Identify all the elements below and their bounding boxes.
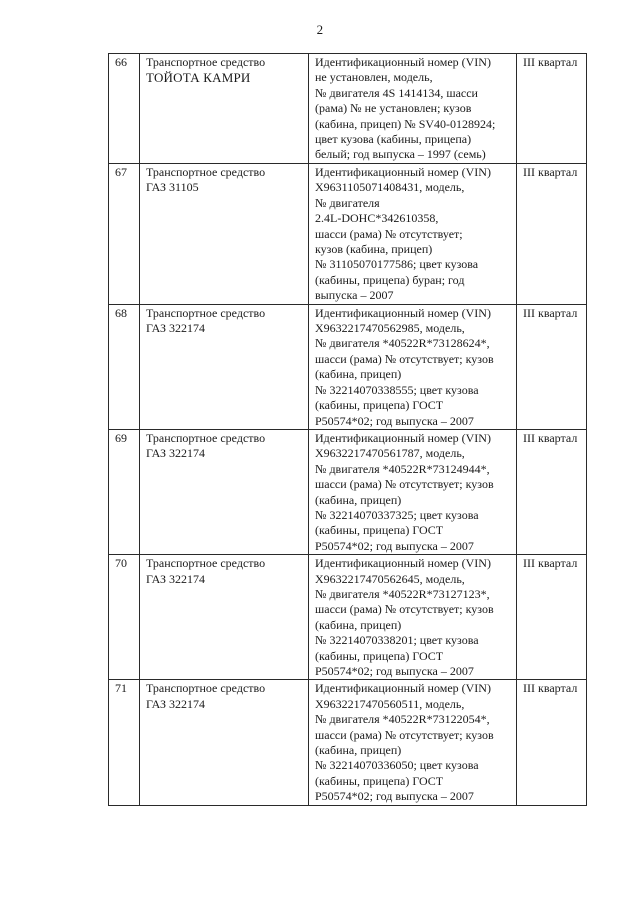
description-line: (кабины, прицепа) ГОСТ (315, 523, 444, 538)
description-line: № двигателя *40522R*73122054*, (315, 712, 490, 727)
description-line: (кабины, прицепа) буран; год (315, 272, 465, 287)
description-line: (рама) № не установлен; кузов (315, 101, 472, 116)
description-line: X9632217470562985, модель, (315, 321, 465, 336)
vehicle-type: Транспортное средство (146, 55, 266, 69)
description-line: (кабина, прицеп) (315, 492, 402, 507)
table-row (109, 555, 587, 680)
description-line: № двигателя (315, 195, 380, 210)
row-number: 67 (109, 164, 140, 305)
description-line: кузов (кабина, прицеп) (315, 242, 433, 257)
vehicle-description (309, 555, 517, 680)
period-cell: III квартал (517, 429, 587, 554)
description-line: (кабина, прицеп) (315, 743, 402, 758)
vehicle-description (309, 304, 517, 429)
vehicle-model: ТОЙОТА КАМРИ (146, 70, 251, 86)
description-line: (кабина, прицеп) № SV40-0128924; (315, 116, 496, 131)
vehicle-model: ГАЗ 31105 (146, 180, 199, 195)
vehicle-model: ГАЗ 322174 (146, 321, 206, 336)
vehicle-name (140, 54, 309, 164)
vehicle-name (140, 304, 309, 429)
vehicle-registry-table (108, 53, 587, 806)
description-line: цвет кузова (кабины, прицепа) (315, 132, 472, 147)
vehicle-type: Транспортное средство (146, 165, 266, 179)
description-line: шасси (рама) № отсутствует; кузов (315, 351, 494, 366)
vehicle-name (140, 429, 309, 554)
vehicle-model: ГАЗ 322174 (146, 696, 206, 711)
description-line: шасси (рама) № отсутствует; кузов (315, 602, 494, 617)
table-row (109, 429, 587, 554)
vehicle-description (309, 54, 517, 164)
description-line: (кабина, прицеп) (315, 367, 402, 382)
row-number: 69 (109, 429, 140, 554)
row-number: 71 (109, 680, 140, 805)
vehicle-model: ГАЗ 322174 (146, 571, 206, 586)
row-number: 70 (109, 555, 140, 680)
row-number: 66 (109, 54, 140, 164)
period-cell: III квартал (517, 680, 587, 805)
vehicle-name (140, 555, 309, 680)
description-line: № 32214070338555; цвет кузова (315, 382, 479, 397)
description-line: (кабины, прицепа) ГОСТ (315, 648, 444, 663)
description-line: шасси (рама) № отсутствует; кузов (315, 477, 494, 492)
description-line: № 32214070337325; цвет кузова (315, 507, 479, 522)
description-line: X9632217470560511, модель, (315, 696, 465, 711)
period-cell: III квартал (517, 304, 587, 429)
period-cell: III квартал (517, 555, 587, 680)
description-line: не установлен, модель, (315, 70, 433, 85)
description-line: Р50574*02; год выпуска – 2007 (315, 538, 474, 553)
description-line: шасси (рама) № отсутствует; (315, 226, 463, 241)
table-row (109, 54, 587, 164)
description-line: № 31105070177586; цвет кузова (315, 257, 479, 272)
description-line: X9632217470561787, модель, (315, 446, 465, 461)
vehicle-model: ГАЗ 322174 (146, 446, 206, 461)
table-row (109, 164, 587, 305)
description-line: Р50574*02; год выпуска – 2007 (315, 413, 474, 428)
vehicle-type: Транспортное средство (146, 556, 266, 571)
vehicle-description (309, 429, 517, 554)
period-cell: III квартал (517, 54, 587, 164)
vehicle-name (140, 164, 309, 305)
description-line: Идентификационный номер (VIN) (315, 556, 491, 571)
description-line: № двигателя *40522R*73124944*, (315, 461, 490, 476)
description-line: выпуска – 2007 (315, 288, 394, 303)
vehicle-name (140, 680, 309, 805)
description-line: Р50574*02; год выпуска – 2007 (315, 789, 474, 804)
vehicle-description (309, 164, 517, 305)
vehicle-type: Транспортное средство (146, 681, 266, 696)
description-line: № двигателя *40522R*73127123*, (315, 586, 490, 601)
description-line: Идентификационный номер (VIN) (315, 681, 491, 696)
description-line: 2.4L-DOHC*342610358, (315, 211, 439, 226)
description-line: (кабины, прицепа) ГОСТ (315, 398, 444, 413)
description-line: (кабины, прицепа) ГОСТ (315, 773, 444, 788)
period-cell: III квартал (517, 164, 587, 305)
description-line: № двигателя *40522R*73128624*, (315, 336, 490, 351)
description-line: Идентификационный номер (VIN) (315, 55, 491, 69)
description-line: № 32214070338201; цвет кузова (315, 633, 479, 648)
table-row (109, 680, 587, 805)
description-line: Идентификационный номер (VIN) (315, 165, 491, 179)
page-number: 2 (316, 22, 324, 37)
description-line: Идентификационный номер (VIN) (315, 305, 491, 320)
description-line: № 32214070336050; цвет кузова (315, 758, 479, 773)
description-line: Р50574*02; год выпуска – 2007 (315, 664, 474, 678)
row-number: 68 (109, 304, 140, 429)
vehicle-type: Транспортное средство (146, 430, 266, 445)
description-line: X9632217470562645, модель, (315, 571, 465, 586)
vehicle-description (309, 680, 517, 805)
description-line: X9631105071408431, модель, (315, 180, 465, 195)
table-row (109, 304, 587, 429)
description-line: шасси (рама) № отсутствует; кузов (315, 727, 494, 742)
description-line: (кабина, прицеп) (315, 617, 402, 632)
description-line: Идентификационный номер (VIN) (315, 430, 491, 445)
vehicle-type: Транспортное средство (146, 305, 266, 320)
description-line: № двигателя 4S 1414134, шасси (315, 85, 478, 100)
description-line: белый; год выпуска – 1997 (семь) (315, 147, 486, 162)
